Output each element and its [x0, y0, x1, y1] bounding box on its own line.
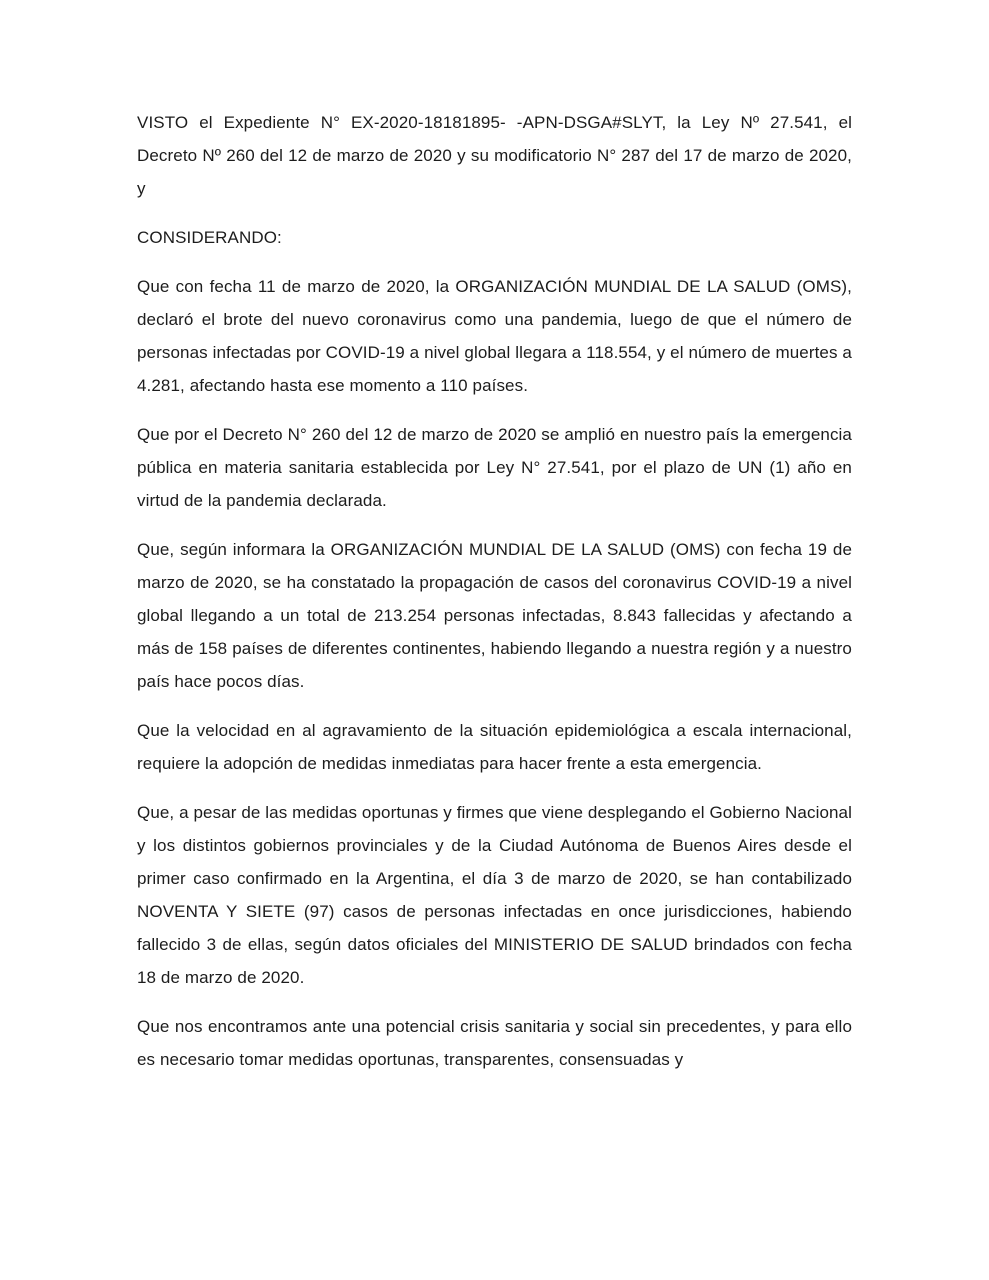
- document-body: [137, 106, 852, 1076]
- paragraph-considerando-3: Que, según informara la ORGANIZACIÓN MUNDIAL DE LA SALUD (OMS) con fecha 19 de marzo de 2020, se ha constatado la propagación de casos del coronavirus COVID-19 a nivel global llegando a un total de 213.254 personas infectadas, 8.843 fallecidas y afectando a más de 158 países de diferentes continentes, habiendo llegando a nuestra región y a nuestro país hace pocos días.: [137, 540, 852, 691]
- paragraph-visto: VISTO el Expediente N° EX-2020-18181895- -APN-DSGA#SLYT, la Ley Nº 27.541, el Decreto Nº 260 del 12 de marzo de 2020 y su modificatorio N° 287 del 17 de marzo de 2020, y: [137, 113, 852, 198]
- paragraph-considerando-2: Que por el Decreto N° 260 del 12 de marzo de 2020 se amplió en nuestro país la emergencia pública en materia sanitaria establecida por Ley N° 27.541, por el plazo de UN (1) año en virtud de la pandemia declarada.: [137, 425, 852, 510]
- paragraph-considerando-5: Que, a pesar de las medidas oportunas y firmes que viene desplegando el Gobierno Nacional y los distintos gobiernos provinciales y de la Ciudad Autónoma de Buenos Aires desde el primer caso confirmado en la Argentina, el día 3 de marzo de 2020, se han contabilizado NOVENTA Y SIETE (97) casos de personas infectadas en once jurisdicciones, habiendo fallecido 3 de ellas, según datos oficiales del MINISTERIO DE SALUD brindados con fecha 18 de marzo de 2020.: [137, 803, 852, 987]
- section-heading-considerando: CONSIDERANDO:: [137, 228, 282, 247]
- paragraph-considerando-4: Que la velocidad en al agravamiento de la situación epidemiológica a escala internacional, requiere la adopción de medidas inmediatas para hacer frente a esta emergencia.: [137, 721, 852, 773]
- paragraph-considerando-6: Que nos encontramos ante una potencial crisis sanitaria y social sin precedentes, y para ello es necesario tomar medidas oportunas, transparentes, consensuadas y: [137, 1017, 852, 1069]
- paragraph-considerando-1: Que con fecha 11 de marzo de 2020, la ORGANIZACIÓN MUNDIAL DE LA SALUD (OMS), declaró el brote del nuevo coronavirus como una pandemia, luego de que el número de personas infectadas por COVID-19 a nivel global llegara a 118.554, y el número de muertes a 4.281, afectando hasta ese momento a 110 países.: [137, 277, 852, 395]
